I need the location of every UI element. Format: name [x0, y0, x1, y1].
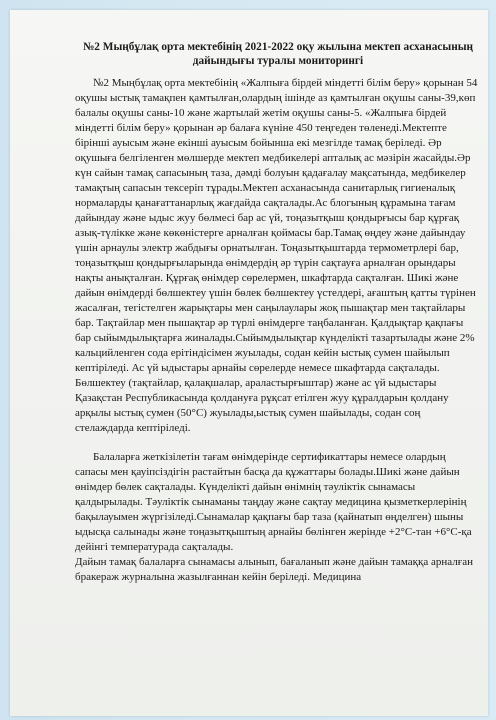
paragraph-1: №2 Мыңбұлақ орта мектебінің «Жалпыға бірдей міндетті білім беру» қорынан 54 оқушы ыстық тамақпен қамтылған,олардың ішінде аз қамтылған оқушы саны-39,көп балалы оқушы саны-10 және жартылай жетім оқушы саны-5. «Жалпыға бірдей міндетті білім беру» қорынан әр балаға күніне 450 теңгеден төленеді.Мектепте бірінші ауысым және екінші ауысым бойынша екі мезгілде тамақ беріледі. Әр оқушыға белгіленген мөлшерде мектеп медбикелері апталық ас мәзірін жасайды.Әр күн сайын тамақ сапасының таза, дәмді болуын қадағалау мақсатында, медбикелер тамақтың сапасын тексеріп тұрады.Мектеп асханасында санитарлық гигиеналық нормаларды қанағаттанарлық жағдайда сақталады.Ас блогының құрамына тағам дайындау және ыдыс жуу бөлмесі бар ас үй, тоңазытқыш қондырғысы бар құрғақ азық-түлікке және көкөністерге арналған қоймасы бар.Тамақ өңдеу және дайындау үшін арнаулы электр жабдығы орнатылған. Тоңазытқыштарда термометрлері бар, тоңазытқыш қондырғыларында өнімдердің әр түрін сақтауға арналған орындары нақты анықталған. Құрғақ өнімдер сөрелермен, шкафтарда сақталған. Шикі және дайын өнімдерді бөлшектеу үшін бөлек бөлшектеу үстелдері, ағаштың қатты түрінен жасалған, тегістелген жарықтары мен саңылаулары жоқ пышақтар мен тақтайлары бар. Тақтайлар мен пышақтар әр түрлі өнімдерге таңбаланған. Қалдықтар қақпағы бар сыйымдылықтарға жиналады.Сыйымдылықтар күнделікті тазартылады және 2% кальцийленген сода ерітіндісімен жуылады, содан кейін ыстық сумен шайылып кептіріледі. Ас үй ыдыстары арнайы сөрелерде немесе шкафтарда сақталады. Бөлшектеу (тақтайлар, қалақшалар, араластырғыштар) және ас үй ыдыстары Қазақстан Республикасында қолдануға рұқсат етілген жуу құралдарын қолдану арқылы ыстық сумен (50°С) жуылады,ыстық сумен шайылады, содан соң стелаждарда кептіріледі. [75, 77, 478, 434]
paragraph-3: Дайын тамақ балаларға сынамасы алынып, бағаланып және дайын тамаққа арналған бракераж журналына жазылғаннан кейін беріледі. Медицина [75, 556, 473, 583]
document-page [10, 10, 488, 716]
paragraph-2: Балаларға жеткізілетін тағам өнімдерінде сертификаттары немесе олардың сапасы мен қауіпсіздігін растайтын басқа да құжаттары болады.Шикі және дайын өнімдер бөлек сақталады. Күнделікті дайын өнімнің тәуліктік сынамасы қалдырылады. Тәуліктік сынаманы таңдау және сақтау медицина қызметкерлерінің бақылауымен жүргізіледі.Сынамалар қақпағы бар таза (қайнатып өңделген) шыны ыдысқа салынады және тоңазытқыштың арнайы бөлінген жерінде +2°С-тан +6°С-қа дейінгі температурада сақталады. [75, 451, 472, 553]
paragraph-spacer [75, 436, 481, 450]
document-title: №2 Мыңбұлақ орта мектебінің 2021-2022 оқу жылына мектеп асханасының дайындығы туралы мониторингі [82, 41, 474, 67]
document-content [75, 40, 481, 585]
